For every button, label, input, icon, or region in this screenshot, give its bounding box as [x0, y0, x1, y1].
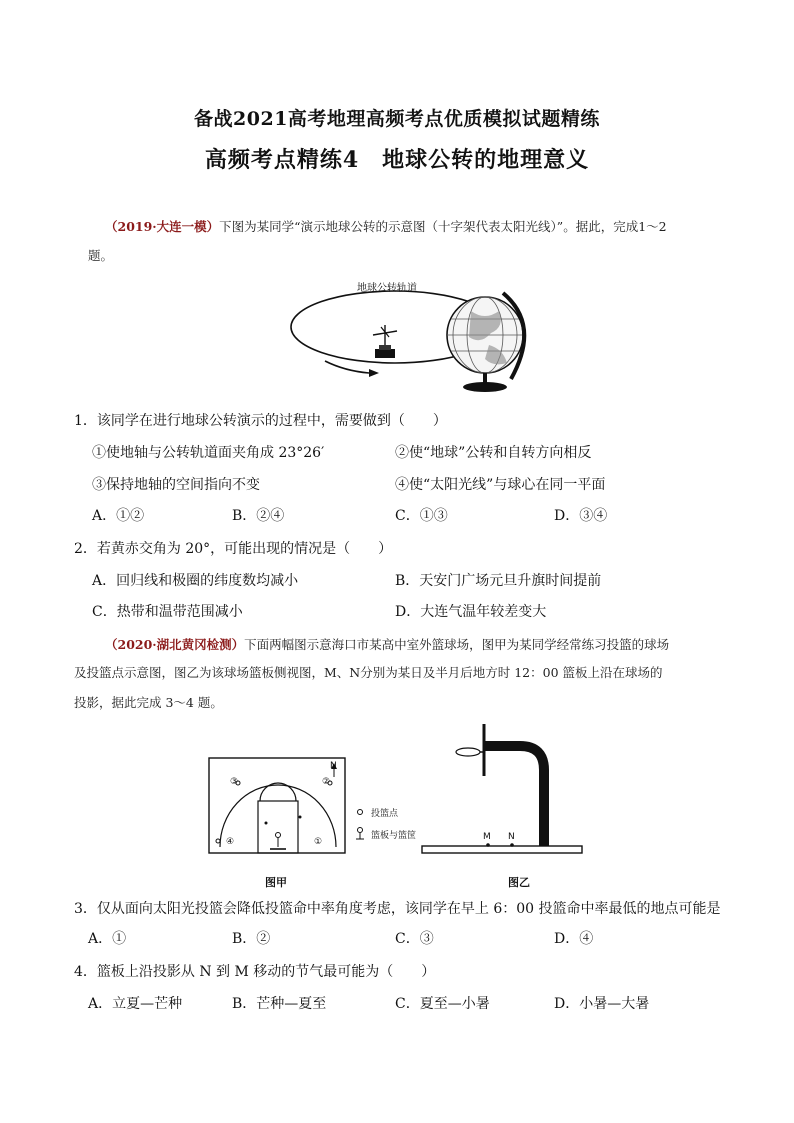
q1-option-b[interactable]: B．②④ [232, 508, 285, 524]
intro-paragraph-2 [105, 631, 765, 658]
document-title: 备战2021高考地理高频考点优质模拟试题精练 [194, 108, 600, 130]
q1-statement-4: ④使“太阳光线”与球心在同一平面 [395, 477, 606, 493]
q1-statement-1: ①使地轴与公转轨道面夹角成 23°26′ [92, 445, 325, 461]
q2-option-b[interactable]: B．天安门广场元旦升旗时间提前 [395, 573, 602, 589]
point-4-label: ④ [226, 837, 235, 847]
q4-option-d[interactable]: D．小暑—大暑 [554, 996, 650, 1012]
figure-legend [355, 806, 425, 846]
north-label: N [330, 761, 337, 771]
caption-jia: 图甲 [265, 876, 287, 889]
source-tag-2: （2020·湖北黄冈检测） [105, 637, 245, 652]
intro-text-2a: 下面两幅图示意海口市某高中室外篮球场，图甲为某同学经常练习投篮的球场 [244, 637, 670, 652]
orbit-figure [285, 275, 545, 395]
q4-option-a[interactable]: A．立夏—芒种 [88, 996, 183, 1012]
shadow-n-label: N [508, 832, 515, 842]
q2-option-a[interactable]: A．回归线和极圈的纬度数均减小 [92, 573, 299, 589]
q3-option-b[interactable]: B．② [232, 931, 271, 947]
source-tag: （2019·大连一模） [105, 219, 220, 234]
point-3-label: ③ [230, 777, 239, 787]
q1-option-c[interactable]: C．①③ [395, 508, 448, 524]
legend-backboard: 篮板与篮筐 [371, 831, 417, 841]
q3-option-a[interactable]: A．① [88, 931, 127, 947]
figure-yi [420, 720, 585, 860]
q3-option-c[interactable]: C．③ [395, 931, 434, 947]
q3-option-d[interactable]: D．④ [554, 931, 594, 947]
intro-paragraph-1-cont: 题。 [88, 248, 114, 263]
q1-option-a[interactable]: A．①② [92, 508, 145, 524]
backboard-side-view [420, 720, 585, 860]
q4-option-c[interactable]: C．夏至—小暑 [395, 996, 490, 1012]
figure-jia [208, 755, 348, 855]
legend-icons [355, 806, 367, 846]
point-1-label: ① [314, 837, 323, 847]
point-2-label: ② [322, 777, 331, 787]
q1-option-d[interactable]: D．③④ [554, 508, 608, 524]
q3-stem: 3．仅从面向太阳光投篮会降低投篮命中率角度考虑，该同学在早上 6：00 投篮命中率最低的地点可能是 [74, 901, 721, 917]
intro-text-2c: 投影，据此完成 3～4 题。 [74, 695, 223, 710]
q1-statement-3: ③保持地轴的空间指向不变 [92, 477, 260, 493]
q4-stem: 4．篮板上沿投影从 N 到 M 移动的节气最可能为（ ） [74, 964, 436, 980]
q4-option-b[interactable]: B．芒种—夏至 [232, 996, 327, 1012]
intro-text-2b: 及投篮点示意图，图乙为该球场篮板侧视图，M、N分别为某日及半月后地方时 12：00 篮板上沿在球场的 [74, 665, 663, 680]
document-subtitle: 高频考点精练4 地球公转的地理意义 [204, 147, 590, 173]
q2-option-d[interactable]: D．大连气温年较差变大 [395, 604, 547, 620]
shadow-m-label: M [483, 832, 491, 842]
intro-paragraph-1 [105, 213, 755, 240]
q2-option-c[interactable]: C．热带和温带范围减小 [92, 604, 243, 620]
q1-stem: 1．该同学在进行地球公转演示的过程中，需要做到（ ） [74, 413, 447, 429]
intro-text: 下图为某同学“演示地球公转的示意图（十字架代表太阳光线）”。据此，完成1～2 [219, 219, 667, 234]
legend-shooting-point: 投篮点 [371, 809, 399, 819]
caption-yi: 图乙 [508, 876, 530, 889]
q2-stem: 2．若黄赤交角为 20°，可能出现的情况是（ ） [74, 541, 393, 557]
q1-statement-2: ②使“地球”公转和自转方向相反 [395, 445, 592, 461]
orbit-label: 地球公转轨道 [357, 283, 417, 294]
